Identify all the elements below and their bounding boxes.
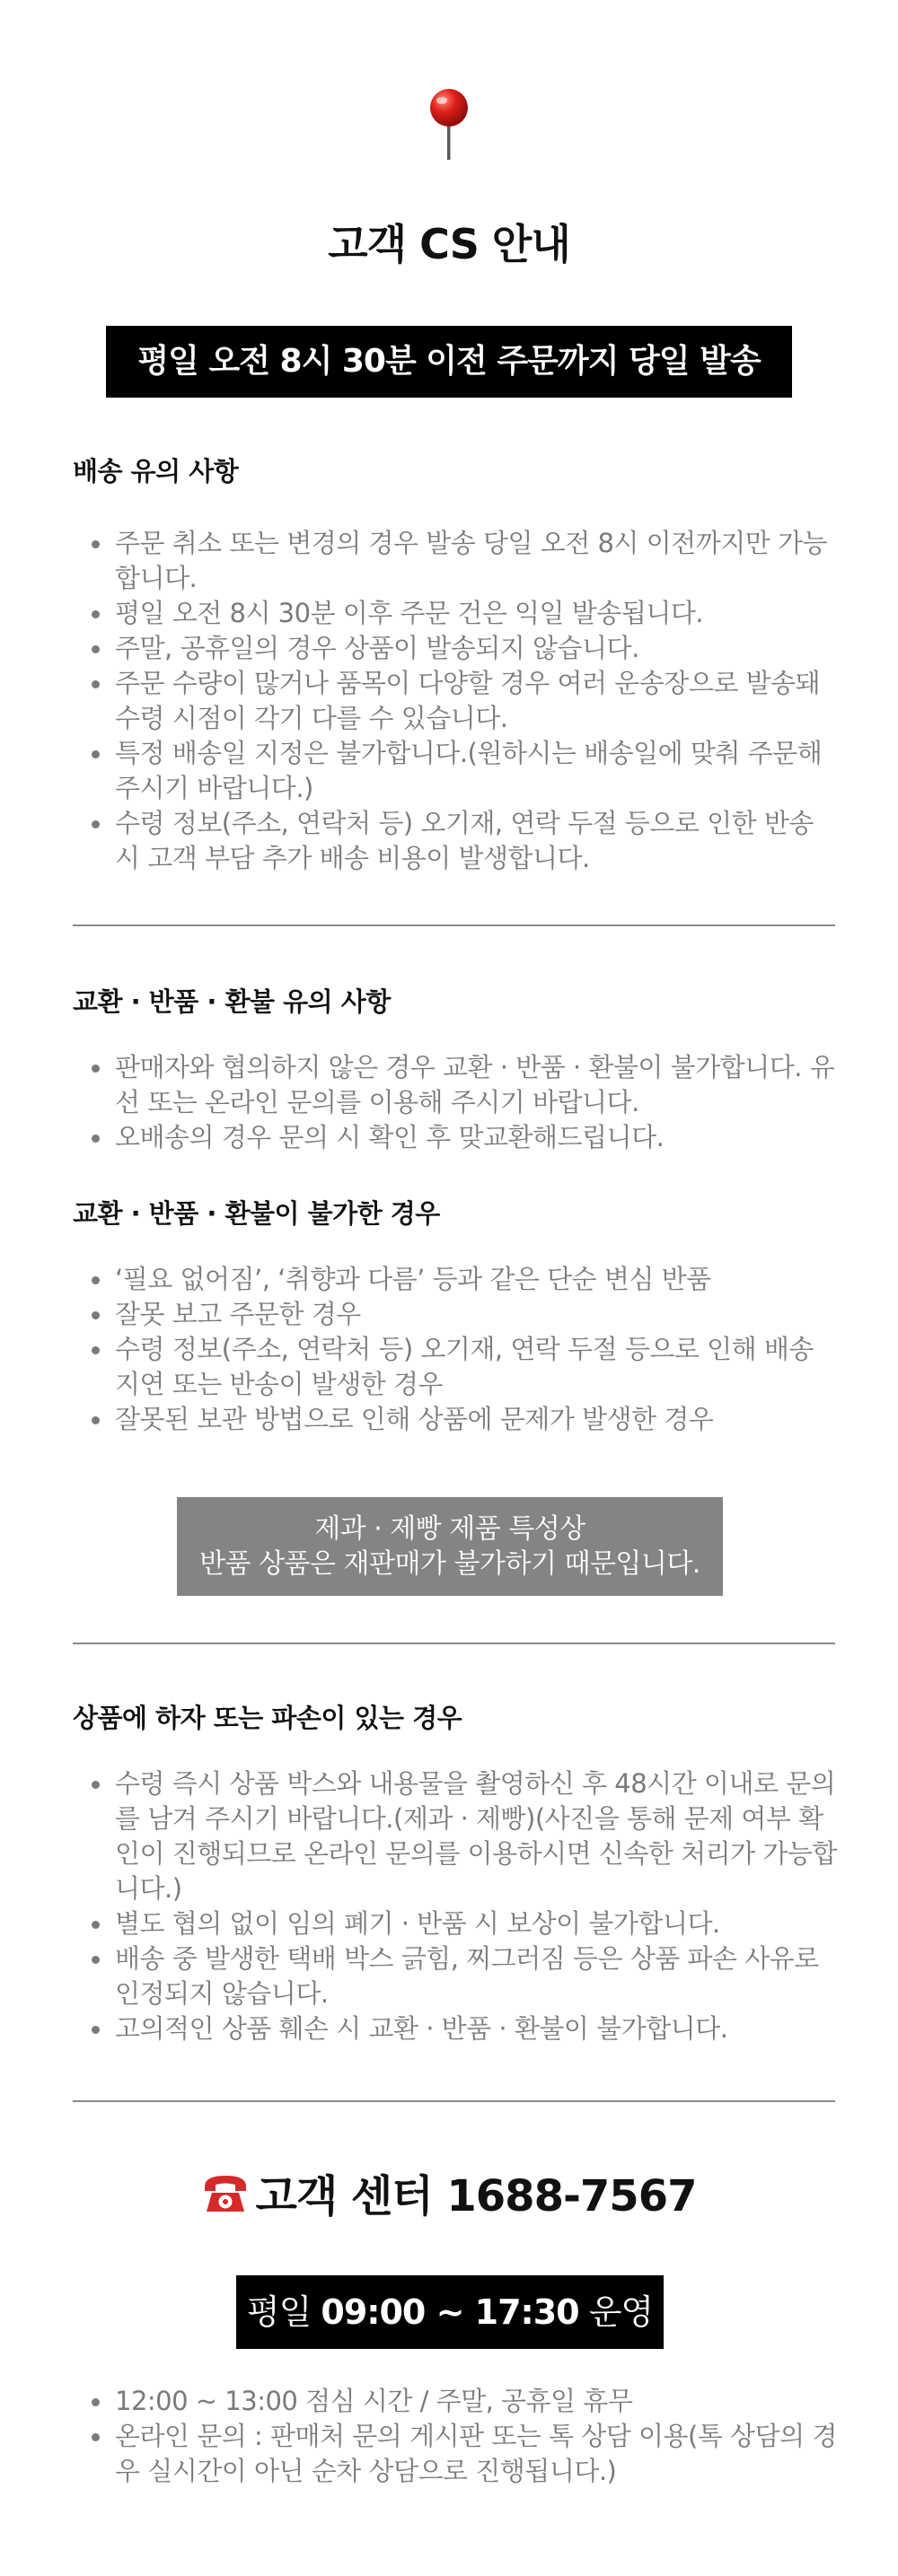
- exchange-notes-list: [79, 1050, 838, 1155]
- list-item: 평일 오전 8시 30분 이후 주문 건은 익일 발송됩니다.: [79, 596, 838, 631]
- telephone-icon: [201, 2170, 250, 2215]
- operating-hours-banner: [236, 2275, 664, 2349]
- same-day-shipping-banner: 평일 오전 8시 30분 이전 주문까지 당일 발송: [106, 326, 792, 398]
- section-divider: [73, 2100, 835, 2102]
- resale-notice-box: [177, 1497, 723, 1596]
- list-item: 수령 정보(주소, 연락처 등) 오기재, 연락 두절 등으로 인해 배송 지연 또는 반송이 발생한 경우: [79, 1332, 838, 1402]
- resale-notice-line-1: 제과 · 제빵 제품 특성상: [314, 1513, 585, 1545]
- list-item: 온라인 문의 : 판매처 문의 게시판 또는 톡 상담 이용(톡 상담의 경우 실시간이 아닌 순차 상담으로 진행됩니다.): [79, 2419, 838, 2489]
- hours-suffix: 운영: [578, 2292, 654, 2332]
- resale-notice-line-2: 반품 상품은 재판매가 불가하기 때문입니다.: [199, 1548, 700, 1580]
- hours-prefix: 평일: [246, 2292, 321, 2332]
- list-item: 수령 정보(주소, 연락처 등) 오기재, 연락 두절 등으로 인한 반송 시 고객 부담 추가 배송 비용이 발생합니다.: [79, 806, 838, 876]
- list-item: 수령 즉시 상품 박스와 내용물을 촬영하신 후 48시간 이내로 문의를 남겨 주시기 바랍니다.(제과 · 제빵)(사진을 통해 문제 여부 확인이 진행되므로 온라인 문의를 이용하시면 신속한 처리가 가능합니다.): [79, 1766, 838, 1906]
- shipping-notes-title: 배송 유의 사항: [73, 456, 239, 486]
- list-item: 고의적인 상품 훼손 시 교환 · 반품 · 환불이 불가합니다.: [79, 2011, 838, 2046]
- red-pushpin-icon: [428, 88, 470, 162]
- no-return-cases-title: 교환 · 반품 · 환불이 불가한 경우: [73, 1198, 440, 1229]
- section-divider: [73, 1643, 835, 1644]
- list-item: 별도 협의 없이 임의 폐기 · 반품 시 보상이 불가합니다.: [79, 1906, 838, 1941]
- section-divider: [73, 924, 835, 926]
- hours-time: 09:00 ~ 17:30: [321, 2292, 579, 2332]
- damage-cases-title: 상품에 하자 또는 파손이 있는 경우: [73, 1703, 462, 1733]
- page-title: 고객 CS 안내: [328, 220, 570, 268]
- cs-center-notes-list: [79, 2384, 838, 2489]
- list-item: 특정 배송일 지정은 불가합니다.(원하시는 배송일에 맞춰 주문해 주시기 바랍니다.): [79, 736, 838, 806]
- list-item: 12:00 ~ 13:00 점심 시간 / 주말, 공휴일 휴무: [79, 2384, 838, 2419]
- exchange-notes-title: 교환 · 반품 · 환불 유의 사항: [73, 986, 391, 1017]
- no-return-cases-list: [79, 1262, 838, 1437]
- shipping-notes-list: [79, 526, 838, 876]
- list-item: 잘못된 보관 방법으로 인해 상품에 문제가 발생한 경우: [79, 1402, 838, 1437]
- customer-center-label: 고객 센터 1688-7567: [255, 2171, 697, 2221]
- list-item: 잘못 보고 주문한 경우: [79, 1297, 838, 1332]
- list-item: ‘필요 없어짐’, ‘취향과 다름’ 등과 같은 단순 변심 반품: [79, 1262, 838, 1297]
- list-item: 주말, 공휴일의 경우 상품이 발송되지 않습니다.: [79, 631, 838, 666]
- list-item: 배송 중 발생한 택배 박스 긁힘, 찌그러짐 등은 상품 파손 사유로 인정되지 않습니다.: [79, 1941, 838, 2011]
- damage-cases-list: [79, 1766, 838, 2046]
- customer-center-heading: [0, 2161, 898, 2223]
- list-item: 주문 취소 또는 변경의 경우 발송 당일 오전 8시 이전까지만 가능합니다.: [79, 526, 838, 596]
- list-item: 판매자와 협의하지 않은 경우 교환 · 반품 · 환불이 불가합니다. 유선 또는 온라인 문의를 이용해 주시기 바랍니다.: [79, 1050, 838, 1120]
- list-item: 오배송의 경우 문의 시 확인 후 맞교환해드립니다.: [79, 1120, 838, 1155]
- list-item: 주문 수량이 많거나 품목이 다양할 경우 여러 운송장으로 발송돼 수령 시점이 각기 다를 수 있습니다.: [79, 666, 838, 736]
